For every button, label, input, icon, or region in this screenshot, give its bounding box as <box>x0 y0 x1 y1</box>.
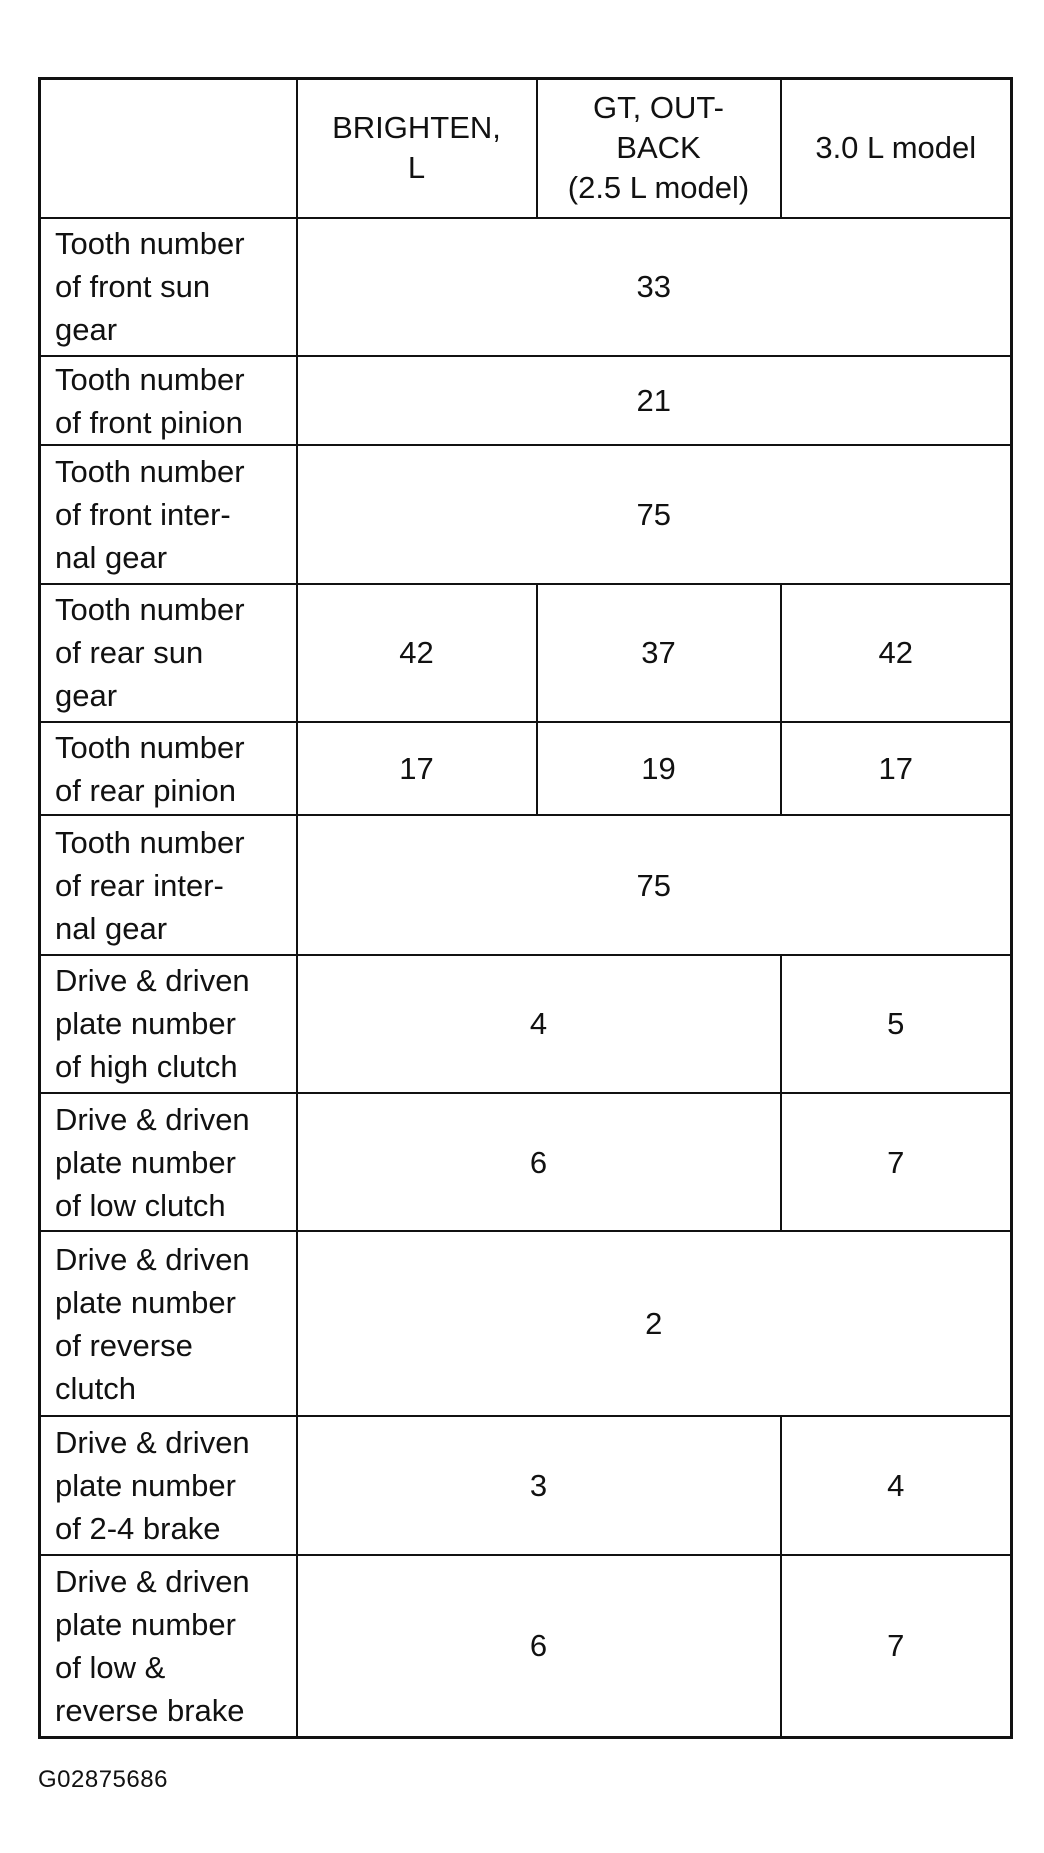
table-row <box>40 445 1012 583</box>
value-high-clutch-3-0: 5 <box>781 955 1012 1093</box>
table-row <box>40 218 1012 356</box>
table-row <box>40 722 1012 816</box>
value-rear-internal-gear: 75 <box>297 815 1012 954</box>
value-reverse-clutch: 2 <box>297 1231 1012 1416</box>
row-label-low-clutch: Drive & driven plate number of low clutch <box>40 1093 297 1231</box>
value-low-clutch-brighten-gt: 6 <box>297 1093 781 1231</box>
row-label-front-pinion: Tooth number of front pinion <box>40 356 297 445</box>
value-rear-sun-gear-3-0: 42 <box>781 584 1012 722</box>
table-row <box>40 584 1012 722</box>
header-brighten-l: BRIGHTEN, L <box>297 79 537 218</box>
value-low-clutch-3-0: 7 <box>781 1093 1012 1231</box>
table-row <box>40 955 1012 1093</box>
value-rear-sun-gear-brighten: 42 <box>297 584 537 722</box>
row-label-low-reverse-brake: Drive & driven plate number of low & reverse brake <box>40 1555 297 1738</box>
value-2-4-brake-brighten-gt: 3 <box>297 1416 781 1554</box>
header-3-0-l-model: 3.0 L model <box>781 79 1012 218</box>
table-row <box>40 1555 1012 1738</box>
value-low-reverse-brake-3-0: 7 <box>781 1555 1012 1738</box>
row-label-reverse-clutch: Drive & driven plate number of reverse clutch <box>40 1231 297 1416</box>
row-label-2-4-brake: Drive & driven plate number of 2-4 brake <box>40 1416 297 1554</box>
value-rear-pinion-brighten: 17 <box>297 722 537 816</box>
row-label-rear-internal-gear: Tooth number of rear inter- nal gear <box>40 815 297 954</box>
table-row <box>40 815 1012 954</box>
value-low-reverse-brake-brighten-gt: 6 <box>297 1555 781 1738</box>
table-row <box>40 356 1012 445</box>
value-high-clutch-brighten-gt: 4 <box>297 955 781 1093</box>
header-gt-outback: GT, OUT- BACK (2.5 L model) <box>537 79 781 218</box>
table-row <box>40 1231 1012 1416</box>
gear-specification-table <box>38 77 1013 1739</box>
value-rear-pinion-3-0: 17 <box>781 722 1012 816</box>
row-label-rear-pinion: Tooth number of rear pinion <box>40 722 297 816</box>
row-label-front-sun-gear: Tooth number of front sun gear <box>40 218 297 356</box>
row-label-rear-sun-gear: Tooth number of rear sun gear <box>40 584 297 722</box>
value-front-internal-gear: 75 <box>297 445 1012 583</box>
value-front-pinion: 21 <box>297 356 1012 445</box>
value-rear-pinion-gt-outback: 19 <box>537 722 781 816</box>
row-label-high-clutch: Drive & driven plate number of high clutch <box>40 955 297 1093</box>
table-row <box>40 1093 1012 1231</box>
value-front-sun-gear: 33 <box>297 218 1012 356</box>
header-row <box>40 79 1012 218</box>
value-rear-sun-gear-gt-outback: 37 <box>537 584 781 722</box>
figure-id: G02875686 <box>38 1766 168 1793</box>
header-corner-cell <box>40 79 297 218</box>
row-label-front-internal-gear: Tooth number of front inter- nal gear <box>40 445 297 583</box>
table-row <box>40 1416 1012 1554</box>
value-2-4-brake-3-0: 4 <box>781 1416 1012 1554</box>
